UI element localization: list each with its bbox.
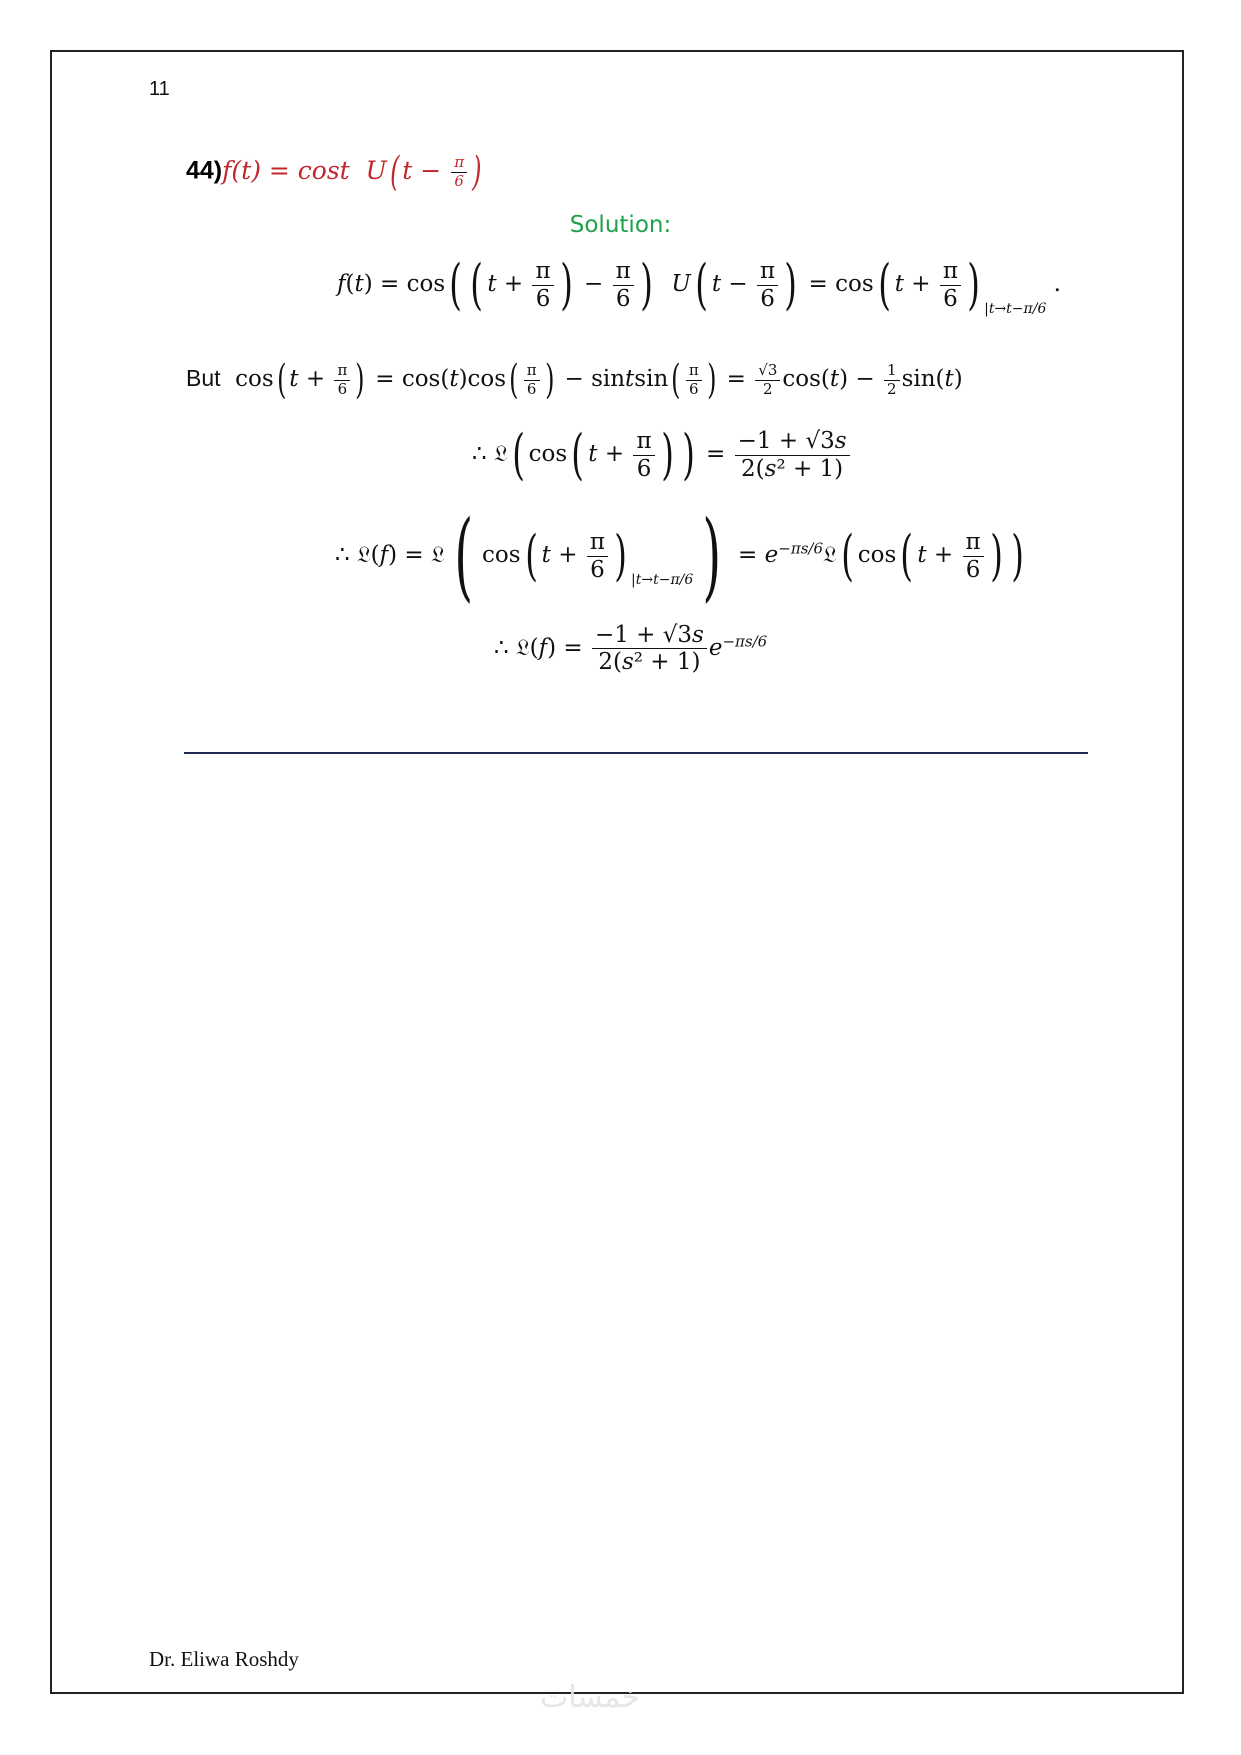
equation-3: ∴ 𝔏( cos( t + $\frac{\pi}{6}$ ) ) = $\frac{-1 + √3s}{\text{2(s² + 1)}}$	[472, 428, 852, 482]
solution-heading: Solution:	[569, 212, 672, 238]
problem-number: 44)	[186, 156, 223, 185]
equation-1: f(t) = cos( ( t + $\frac{\pi}{6}$ ) − $\frac{\pi}{6}$ ) U( t − $\frac{\pi}{6}$ ) = cos( t + $\frac{\pi}{6}$ ) $_{|t\to t-\pi/6}$ .	[337, 253, 1061, 317]
watermark: خمسات	[540, 1680, 641, 1715]
problem-statement	[186, 149, 485, 195]
separator-line	[184, 752, 1088, 754]
author-footer: Dr. Eliwa Roshdy	[149, 1647, 299, 1671]
equation-5: ∴ 𝔏(f) = $\frac{-1 + √3s}{\text{2(s² + 1)}}$ $e^{-\pi s/6}$	[494, 622, 768, 676]
equation-2: But cos( t + $\frac{\pi}{6}$ ) = cos(t)cos( $\frac{\pi}{6}$ ) − sintsin( $\frac{\pi}{6}$ ) = $\frac{√3}{2}$ cos(t) − $\frac{1}{2}$ sin(t)	[186, 357, 963, 403]
but-label: But	[186, 365, 221, 391]
problem-function: f(t) = cost U( t − $\frac{\pi}{6}$ )	[222, 149, 482, 195]
page-number: 11	[149, 78, 170, 100]
equation-4: ∴ 𝔏(f) = 𝔏( cos( t + $\frac{\pi}{6}$ ) $_{|t\to t-\pi/6}) = e^{-\pi s/6}𝔏$( cos( t + $\frac{\pi}{6}$ ) )	[335, 500, 1024, 612]
